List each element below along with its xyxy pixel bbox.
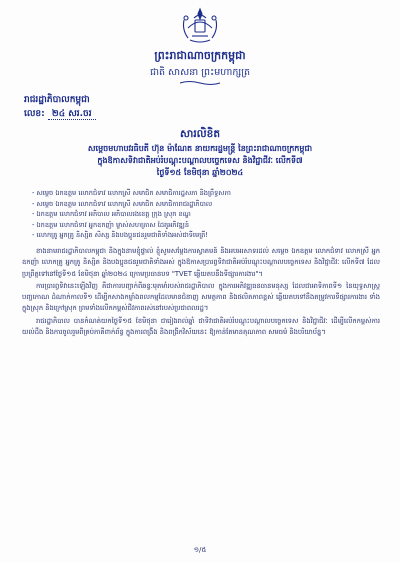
body-paragraph: ការប្រារព្ធទិវានេះឡើងវិញ គឺជាការបញ្ជាក់ពីឆន្ទៈមុតមាំរបស់រាជរដ្ឋាភិបាល ក្នុងការអភិវឌ្ឍធនធានមនុស្ស ដែលជាអាទិភាពទី១ នៃយុទ្ធសាស្ត្របញ្ចកោណ ដំណាក់កាលទី១ ដើម្បីកសាងកម្លាំងពលកម្មដែលមានជំនាញ សមត្ថភាព និងផលិតភាពខ្ពស់ ឆ្លើយតបទៅនឹងតម្រូវការទីផ្សារការងារ ទាំងក្នុងស្រុក និងក្រៅស្រុក ព្រមទាំងលើកកម្ពស់ជីវភាពរស់នៅរបស់ប្រជាពលរដ្ឋ។ [22, 281, 380, 313]
issuing-authority: រាជរដ្ឋាភិបាលកម្ពុជា [24, 95, 90, 105]
kingdom-heading: ព្រះរាជាណាចក្រកម្ពុជា [154, 49, 246, 62]
number-value: ២៤ សរ.ចរ [48, 109, 96, 120]
salutation-list [32, 188, 382, 241]
number-label: លេខ: [24, 109, 45, 119]
salutation-item: - ឯកឧត្តម លោកជំទាវ អ្នកឧកញ៉ា ម្ចាស់សហគ្រាស ដៃគូអភិវឌ្ឍន៍ [32, 220, 190, 229]
document-number [24, 108, 96, 121]
body-paragraph: ខាងនាមរាជរដ្ឋាភិបាលកម្ពុជា និងក្នុងនាមខ្ញុំផ្ទាល់ ខ្ញុំសូមសម្ដែងការស្វាគមន៍ និងអបអរសាទរដល់ សម្ដេច ឯកឧត្តម លោកជំទាវ លោកស្រី អ្នកឧកញ៉ា លោកគ្រូ អ្នកគ្រូ និស្សិត និងបងប្អូនជនរួមជាតិទាំងអស់ ក្នុងឱកាសប្រារព្ធទិវាជាតិអប់រំបណ្តុះបណ្តាលបច្ចេកទេស និងវិជ្ជាជីវៈ លើកទី៧ ដែលប្រព្រឹត្តទៅនៅថ្ងៃទី១៥ ខែមិថុនា ឆ្នាំ២០២៤ ក្រោមប្រធានបទ "TVET ឆ្លើយតបនឹងទីផ្សារការងារ"។ [22, 247, 380, 278]
salutation-item: - ឯកឧត្តម លោកជំទាវ អភិបាល អភិបាលរងខេត្ត ក្រុង ស្រុក ខណ្ឌ [32, 210, 191, 218]
royal-emblem-icon [178, 6, 222, 46]
document-title: សារលិខិត [180, 128, 220, 140]
ornament-divider-icon [178, 80, 222, 86]
salutation-item: - សម្ដេច ឯកឧត្តម លោកជំទាវ លោកស្រី សមាជិក សមាជិការាជរដ្ឋាភិបាល [32, 199, 213, 208]
subject-line: សម្ដេចមហាបវរធិបតី ហ៊ុន ម៉ាណែត នាយករដ្ឋមន្ត្រី នៃព្រះរាជាណាចក្រកម្ពុជា [87, 144, 313, 153]
subject-line: ថ្ងៃទី១៥ ខែមិថុនា ឆ្នាំ២០២៤ [156, 168, 244, 177]
page-number: ១/៥ [193, 546, 207, 554]
national-motto: ជាតិ សាសនា ព្រះមហាក្សត្រ [149, 67, 251, 78]
document-body [22, 246, 380, 339]
subject-line: ក្នុងឱកាសទិវាជាតិអប់រំបណ្តុះបណ្តាលបច្ចេកទេស និងវិជ្ជាជីវៈ លើកទី៧ [97, 156, 303, 165]
document-subject [20, 143, 380, 179]
salutation-item: - លោកគ្រូ អ្នកគ្រូ និស្សិត សិស្ស និងបងប្អូនជនរួមជាតិទាំងអស់ជាទីមេត្រី! [32, 231, 208, 239]
salutation-item: - សម្ដេច ឯកឧត្តម លោកជំទាវ លោកស្រី សមាជិក សមាជិការដ្ឋសភា និងព្រឹទ្ធសភា [32, 189, 231, 197]
body-paragraph: រាជរដ្ឋាភិបាល បានកំណត់យកថ្ងៃទី១៥ ខែមិថុនា ជារៀងរាល់ឆ្នាំ ជាទិវាជាតិអប់រំបណ្តុះបណ្តាលបច្ចេកទេស និងវិជ្ជាជីវៈ ដើម្បីលើកកម្ពស់ការយល់ដឹង និងការចូលរួមពីគ្រប់ភាគីពាក់ព័ន្ធ ក្នុងការពង្រឹង និងពង្រីកវិស័យនេះ ឱ្យកាន់តែមានគុណភាព សមធម៌ និងបរិយាប័ន្ន។ [22, 316, 380, 337]
